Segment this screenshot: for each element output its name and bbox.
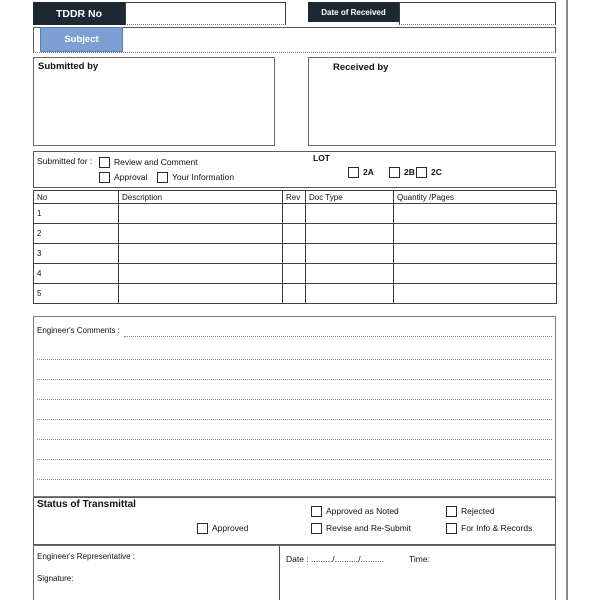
row-no: 2	[34, 224, 119, 244]
comments-line	[37, 439, 552, 440]
for-info-records-checkbox[interactable]	[446, 523, 457, 534]
approved-label: Approved	[212, 523, 249, 533]
footer-divider	[279, 546, 280, 600]
cell-description[interactable]	[119, 244, 283, 264]
table-row	[34, 264, 557, 284]
comments-line	[37, 359, 552, 360]
your-information-label: Your Information	[172, 172, 235, 182]
tddr-no-input[interactable]	[125, 2, 286, 25]
rejected-label: Rejected	[461, 506, 495, 516]
subject-tab	[40, 27, 123, 52]
option-revise-and-resubmit	[311, 522, 411, 534]
lot-2b-label: 2B	[404, 167, 415, 177]
lot-2a-label: 2A	[363, 167, 374, 177]
cell-doc-type[interactable]	[306, 224, 394, 244]
cell-doc-type[interactable]	[306, 284, 394, 304]
cell-description[interactable]	[119, 284, 283, 304]
items-table	[33, 190, 557, 304]
received-by-label: Received by	[333, 62, 389, 73]
engineers-comments-label: Engineer's Comments :	[37, 326, 120, 335]
row-no: 5	[34, 284, 119, 304]
status-of-transmittal-box	[33, 497, 556, 545]
option-approval	[99, 171, 148, 183]
approval-checkbox[interactable]	[99, 172, 110, 183]
cell-doc-type[interactable]	[306, 244, 394, 264]
date-received-input[interactable]	[399, 2, 556, 25]
cell-quantity-pages[interactable]	[394, 204, 557, 224]
revise-and-resubmit-checkbox[interactable]	[311, 523, 322, 534]
option-approved-as-noted	[311, 505, 399, 517]
cell-quantity-pages[interactable]	[394, 224, 557, 244]
tddr-no-label: TDDR No	[55, 7, 103, 20]
comments-line	[37, 379, 552, 380]
comments-line	[124, 336, 552, 337]
signature-field[interactable]	[37, 586, 267, 600]
lot-2a-checkbox[interactable]	[348, 167, 359, 178]
items-table-header-row	[34, 191, 557, 204]
subject-label: Subject	[64, 34, 99, 45]
cell-doc-type[interactable]	[306, 204, 394, 224]
engineers-representative-label: Engineer's Representative :	[37, 552, 136, 561]
row-no: 3	[34, 244, 119, 264]
col-header-quantity-pages: Quantity /Pages	[394, 191, 557, 204]
lot-2c-checkbox[interactable]	[416, 167, 427, 178]
col-header-doc-type: Doc Type	[306, 191, 394, 204]
table-row	[34, 204, 557, 224]
option-lot-2b	[389, 166, 415, 178]
row-no: 1	[34, 204, 119, 224]
option-your-information	[157, 171, 234, 183]
approval-label: Approval	[114, 172, 148, 182]
comments-line	[37, 459, 552, 460]
cell-quantity-pages[interactable]	[394, 284, 557, 304]
row-no: 4	[34, 264, 119, 284]
option-lot-2a	[348, 166, 374, 178]
cell-rev[interactable]	[283, 224, 306, 244]
comments-line	[37, 479, 552, 480]
option-review-and-comment	[99, 156, 198, 168]
rejected-checkbox[interactable]	[446, 506, 457, 517]
page-edge-rule	[566, 0, 568, 600]
submitted-by-label: Submitted by	[38, 61, 99, 72]
option-for-info-records	[446, 522, 532, 534]
engineers-comments-box[interactable]	[33, 316, 556, 497]
date-field-label[interactable]: Date : ........./........../..........	[286, 554, 385, 564]
table-row	[34, 224, 557, 244]
cell-quantity-pages[interactable]	[394, 264, 557, 284]
comments-line	[37, 399, 552, 400]
submitted-by-box[interactable]	[33, 57, 275, 146]
table-row	[34, 284, 557, 304]
cell-description[interactable]	[119, 204, 283, 224]
option-approved	[197, 522, 248, 534]
revise-and-resubmit-label: Revise and Re-Submit	[326, 523, 412, 533]
lot-2c-label: 2C	[431, 167, 442, 177]
for-info-records-label: For Info & Records	[461, 523, 533, 533]
date-received-header	[308, 2, 399, 22]
col-header-no: No	[34, 191, 119, 204]
comments-line	[37, 419, 552, 420]
subject-input[interactable]	[125, 28, 554, 51]
submitted-for-label: Submitted for :	[37, 156, 93, 166]
table-row	[34, 244, 557, 264]
lot-label: LOT	[313, 153, 330, 163]
approved-checkbox[interactable]	[197, 523, 208, 534]
option-lot-2c	[416, 166, 442, 178]
cell-doc-type[interactable]	[306, 264, 394, 284]
cell-description[interactable]	[119, 264, 283, 284]
received-by-box[interactable]	[308, 57, 556, 146]
submitted-for-box	[33, 151, 556, 188]
cell-rev[interactable]	[283, 244, 306, 264]
approved-as-noted-checkbox[interactable]	[311, 506, 322, 517]
option-rejected	[446, 505, 495, 517]
review-and-comment-label: Review and Comment	[114, 157, 198, 167]
review-and-comment-checkbox[interactable]	[99, 157, 110, 168]
cell-rev[interactable]	[283, 204, 306, 224]
lot-2b-checkbox[interactable]	[389, 167, 400, 178]
col-header-description: Description	[119, 191, 283, 204]
col-header-rev: Rev	[283, 191, 306, 204]
tddr-no-header	[33, 2, 125, 25]
signature-footer	[33, 545, 556, 600]
date-received-label: Date of Received	[321, 7, 386, 17]
cell-quantity-pages[interactable]	[394, 244, 557, 264]
status-of-transmittal-label: Status of Transmittal	[37, 499, 136, 510]
approved-as-noted-label: Approved as Noted	[326, 506, 399, 516]
cell-description[interactable]	[119, 224, 283, 244]
cell-rev[interactable]	[283, 284, 306, 304]
your-information-checkbox[interactable]	[157, 172, 168, 183]
signature-label: Signature:	[37, 574, 74, 583]
cell-rev[interactable]	[283, 264, 306, 284]
time-field-label[interactable]: Time:	[409, 554, 430, 564]
